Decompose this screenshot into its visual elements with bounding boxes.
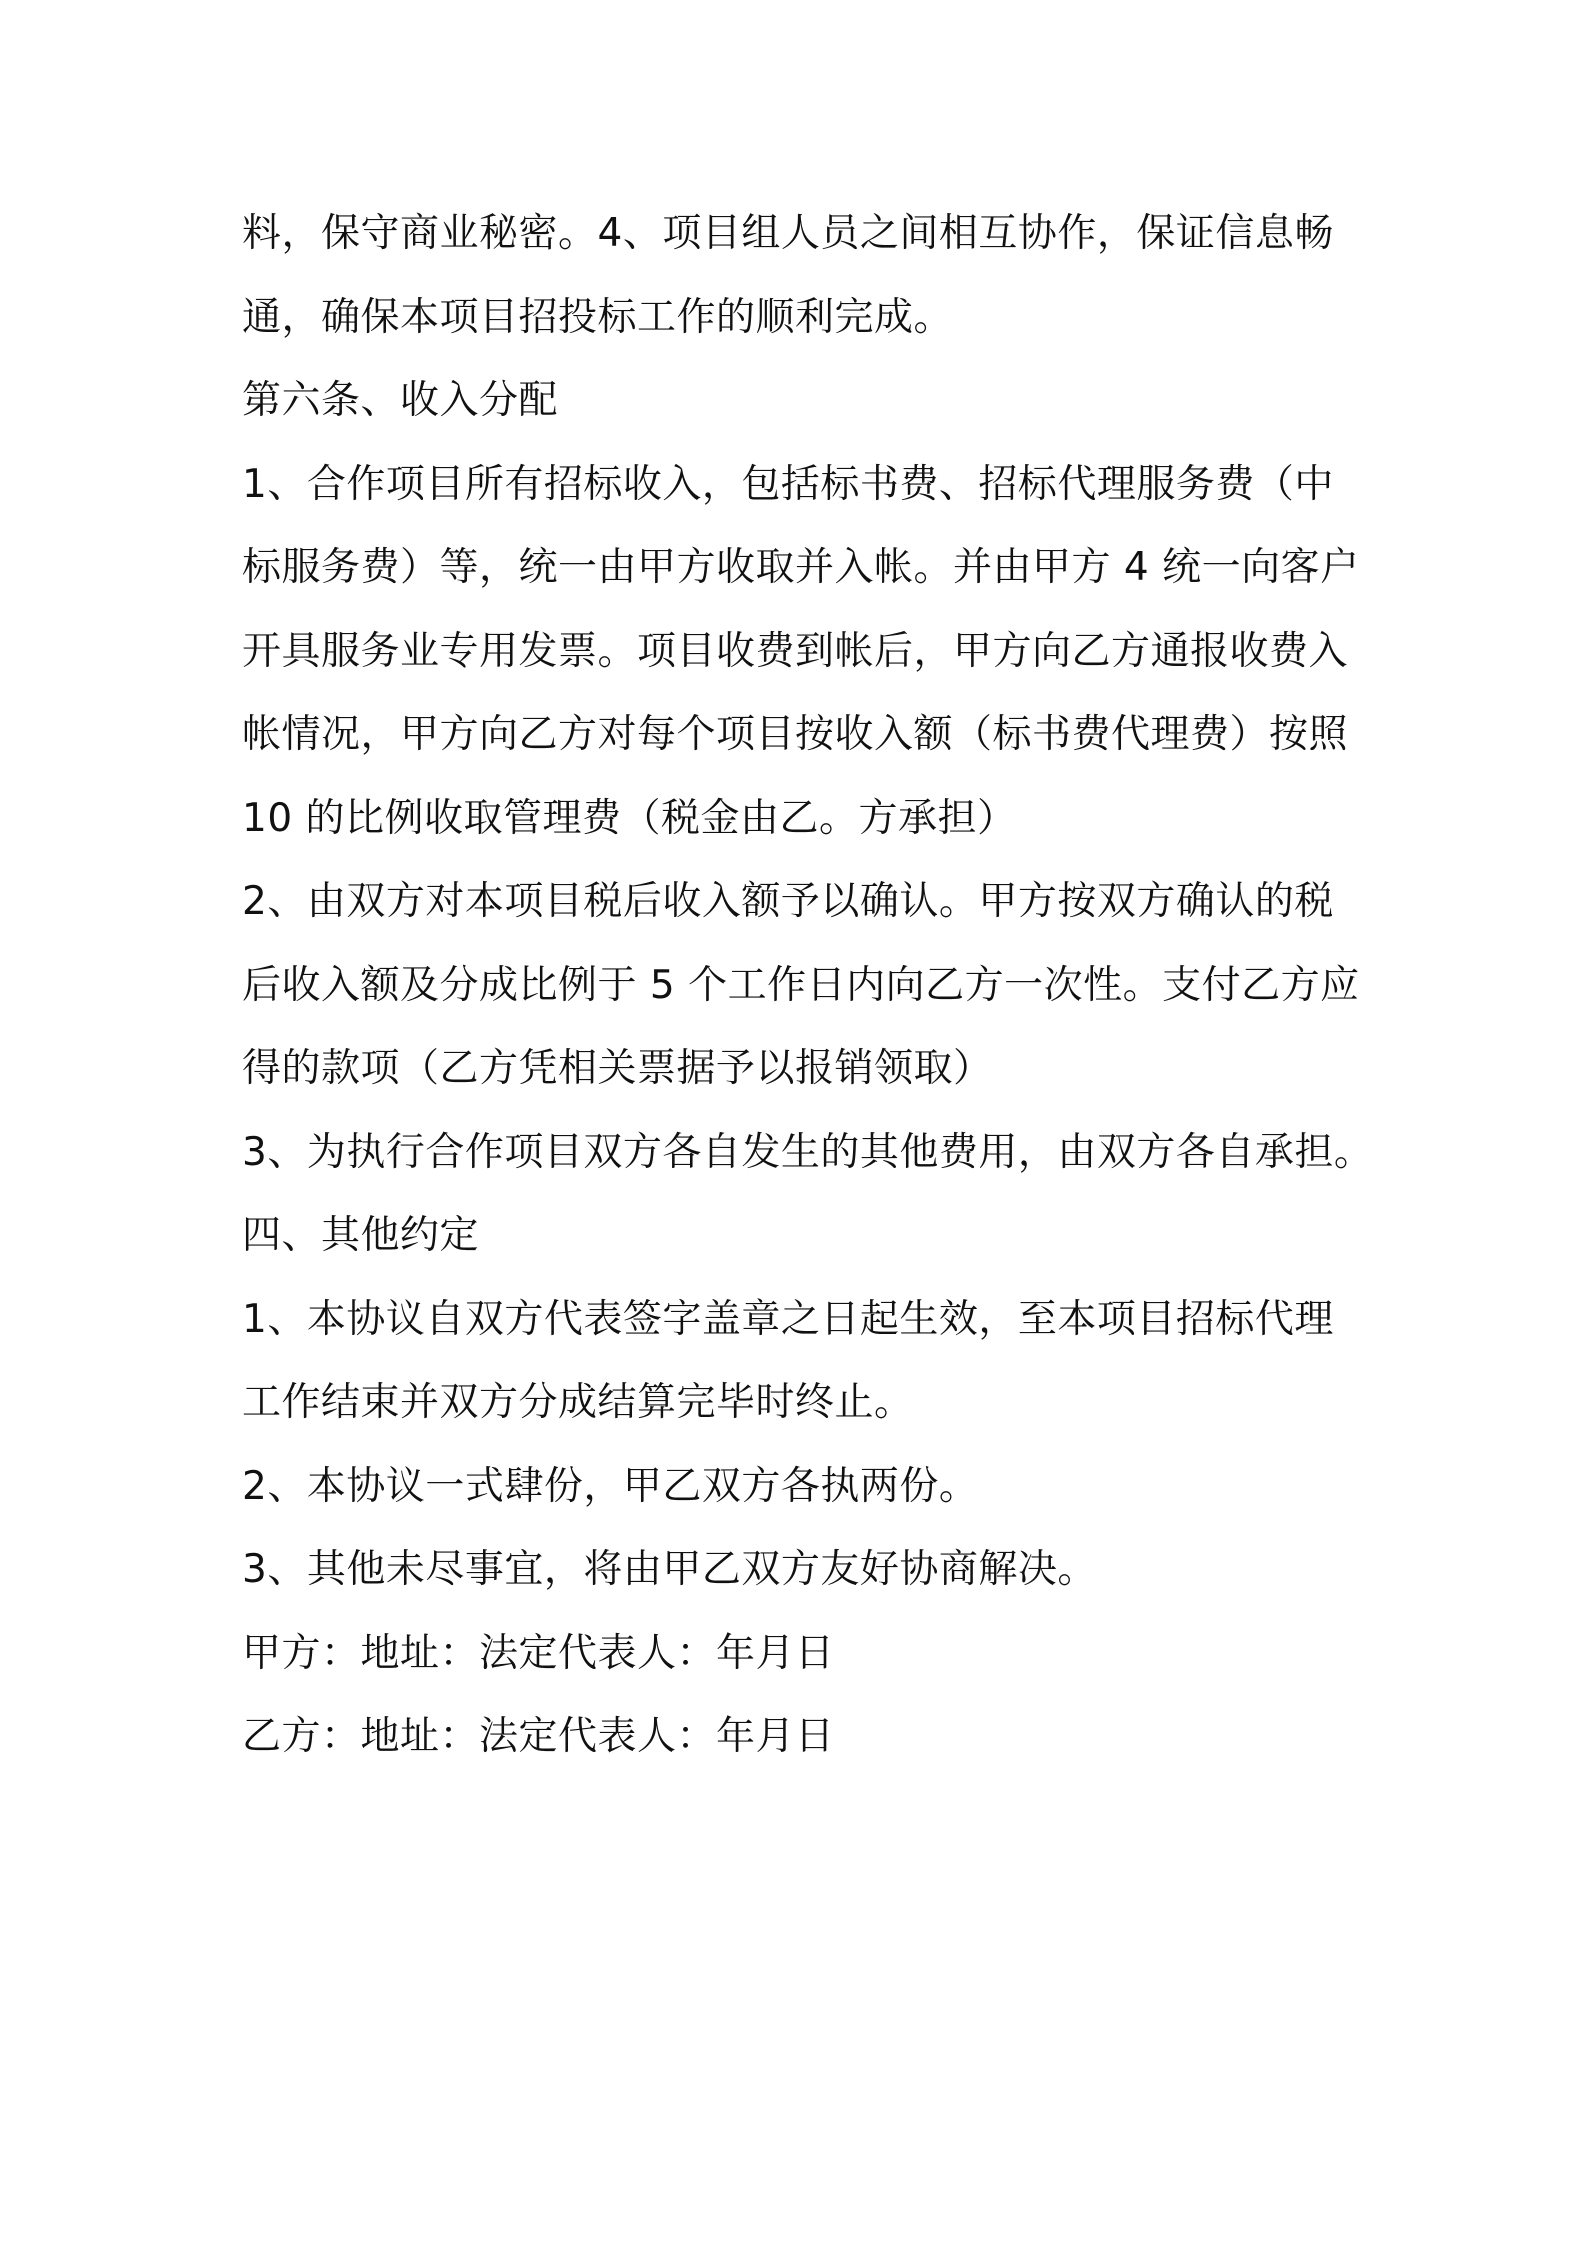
paragraph-line: 工作结束并双方分成结算完毕时终止。	[242, 1380, 914, 1425]
paragraph-line: 标服务费）等，统一由甲方收取并入帐。并由甲方 4 统一向客户	[242, 545, 1360, 590]
paragraph-line: 得的款项（乙方凭相关票据予以报销领取）	[242, 1046, 993, 1091]
section-heading: 第六条、收入分配	[242, 378, 559, 423]
paragraph-line: 帐情况，甲方向乙方对每个项目按收入额（标书费代理费）按照	[242, 712, 1349, 757]
paragraph-line: 1、本协议自双方代表签字盖章之日起生效，至本项目招标代理	[242, 1296, 1334, 1342]
document-body	[242, 192, 1392, 1779]
signature-line-party-b: 乙方：地址：法定代表人：年月日	[242, 1714, 835, 1759]
signature-line-party-a: 甲方：地址：法定代表人：年月日	[242, 1630, 835, 1676]
paragraph-line: 开具服务业专用发票。项目收费到帐后，甲方向乙方通报收费入	[242, 628, 1349, 674]
paragraph-line: 料，保守商业秘密。4、项目组人员之间相互协作，保证信息畅	[242, 211, 1334, 256]
paragraph-line: 10 的比例收取管理费（税金由乙。方承担）	[242, 795, 1017, 841]
paragraph-line: 2、本协议一式肆份，甲乙双方各执两份。	[242, 1463, 979, 1509]
paragraph-line: 3、其他未尽事宜，将由甲乙双方友好协商解决。	[242, 1547, 1097, 1592]
paragraph-line: 2、由双方对本项目税后收入额予以确认。甲方按双方确认的税	[242, 879, 1334, 924]
paragraph-line: 3、为执行合作项目双方各自发生的其他费用，由双方各自承担。	[242, 1129, 1374, 1175]
paragraph-line: 通，确保本项目招投标工作的顺利完成。	[242, 294, 954, 340]
section-heading: 四、其他约定	[242, 1213, 480, 1258]
paragraph-line: 1、合作项目所有招标收入，包括标书费、招标代理服务费（中	[242, 461, 1334, 507]
paragraph-line: 后收入额及分成比例于 5 个工作日内向乙方一次性。支付乙方应	[242, 962, 1360, 1008]
